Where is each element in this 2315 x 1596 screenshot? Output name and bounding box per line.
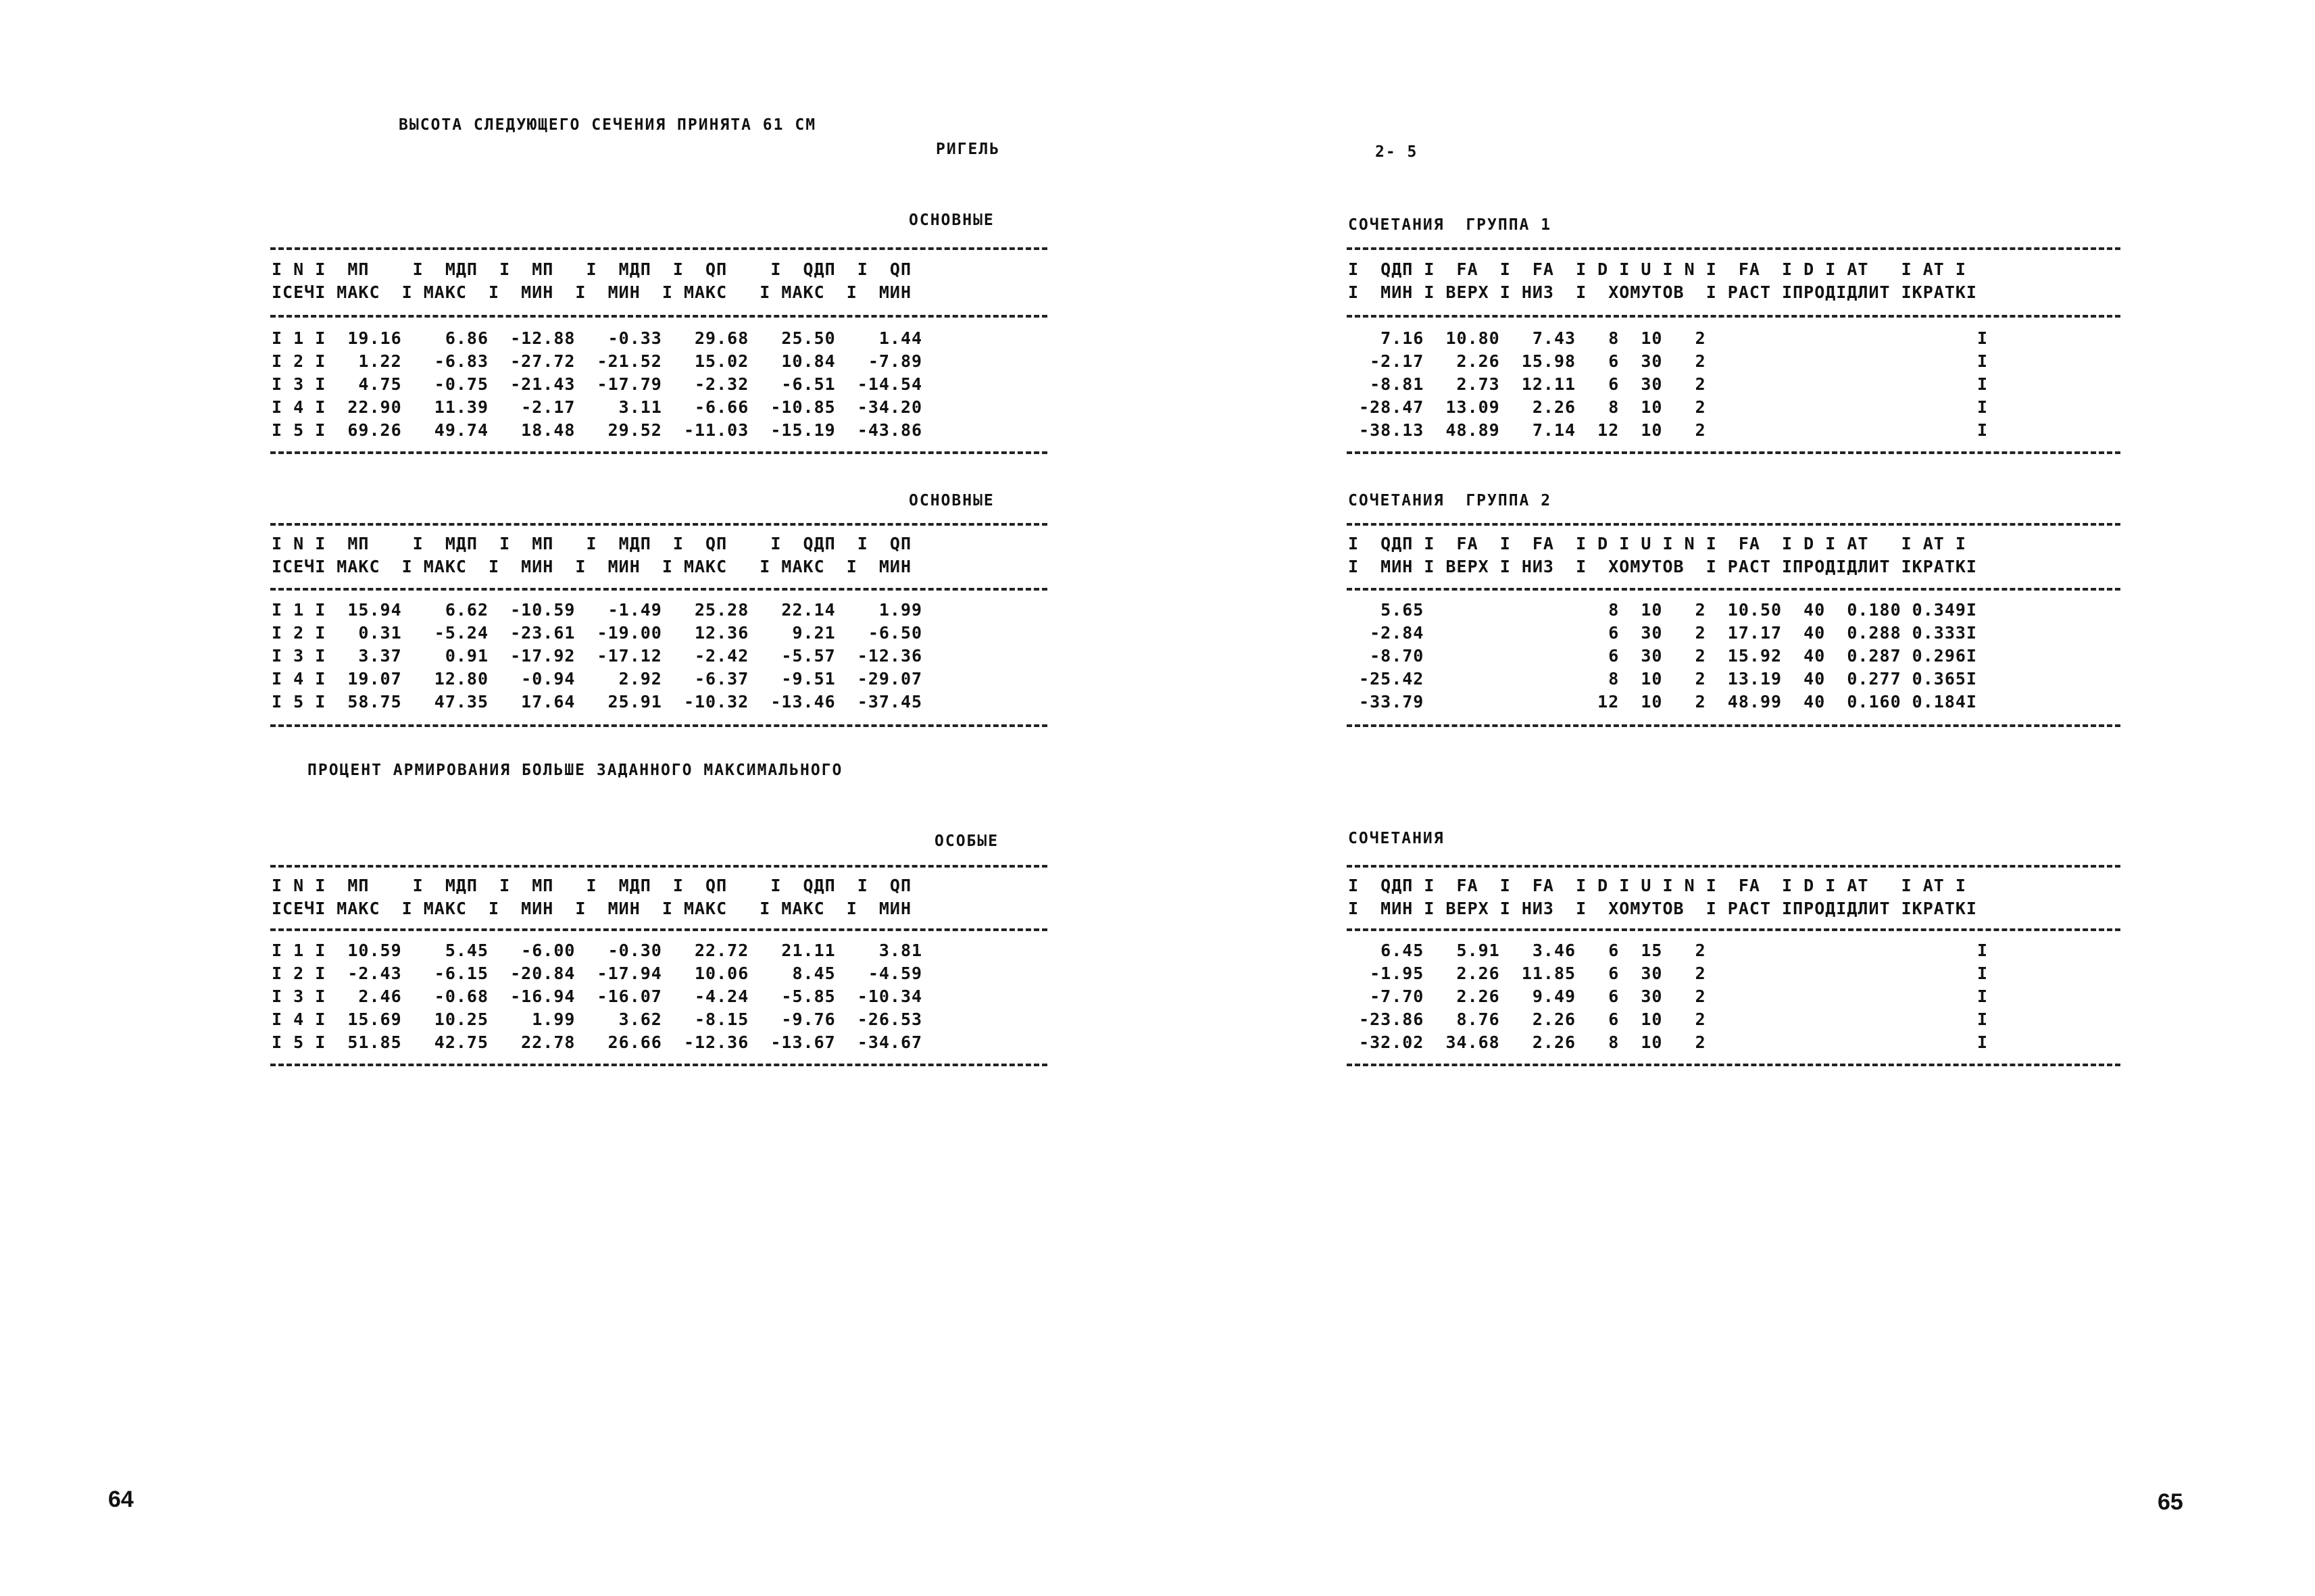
table3-bottom-rule (270, 1064, 1047, 1066)
section-height-heading: ВЫСОТА СЛЕДУЮЩЕГО СЕЧЕНИЯ ПРИНЯТА 61 СМ (399, 116, 817, 134)
group2-top-rule (1347, 523, 2120, 526)
group3-header: I QДП I FA I FA I D I U I N I FA I D I AT I AT I I МИН I ВЕРХ I НИЗ I ХОМУТОВ I РАСТ IПРОДIДЛИТ IКРАТКI (1348, 876, 1977, 918)
group1-rows: 7.16 10.80 7.43 8 10 2 I -2.17 2.26 15.98 6 30 2 I -8.81 2.73 12.11 6 30 2 I -28.47 13.09 2.26 8 10 2 I -38.13 48.89 7.14 12 10 2 I (1359, 328, 1989, 440)
table1-header-rule (270, 315, 1047, 318)
table3-header-rule (270, 928, 1047, 931)
table3-rows: I 1 I 10.59 5.45 -6.00 -0.30 22.72 21.11 3.81 I 2 I -2.43 -6.15 -20.84 -17.94 10.06 8.45 -4.59 I 3 I 2.46 -0.68 -16.94 -16.07 -4.24 -5.85 -10.34 I 4 I 15.69 10.25 1.99 3.62 -8.15 -9.76 -26.53 I 5 I 51.85 42.75 22.78 26.66 -12.36 -13.67 -34.67 (272, 941, 923, 1052)
table1-header: I N I МП I МДП I МП I МДП I QП I QДП I QП IСЕЧI МАКС I МАКС I МИН I МИН I МАКС I МАКС I МИН (272, 259, 912, 302)
right-page (1158, 0, 2315, 1596)
group3-header-rule (1347, 928, 2120, 931)
table2-bottom-rule (270, 724, 1047, 727)
table2-label: ОСНОВНЫЕ (909, 492, 995, 509)
group3-rows: 6.45 5.91 3.46 6 15 2 I -1.95 2.26 11.85 6 30 2 I -7.70 2.26 9.49 6 30 2 I -23.86 8.76 2.26 6 10 2 I -32.02 34.68 2.26 8 10 2 I (1359, 941, 1989, 1052)
group3-label: СОЧЕТАНИЯ (1348, 830, 1445, 847)
group3-bottom-rule (1347, 1064, 2120, 1066)
table2-header-rule (270, 588, 1047, 591)
group2-header-rule (1347, 588, 2120, 591)
table2-header: I N I МП I МДП I МП I МДП I QП I QДП I QП IСЕЧI МАКС I МАКС I МИН I МИН I МАКС I МАКС I МИН (272, 534, 912, 576)
table-index: 2- 5 (1375, 143, 1418, 161)
group1-header-rule (1347, 315, 2120, 318)
table3-header: I N I МП I МДП I МП I МДП I QП I QДП I QП IСЕЧI МАКС I МАКС I МИН I МИН I МАКС I МАКС I МИН (272, 876, 912, 918)
group2-header: I QДП I FA I FA I D I U I N I FA I D I AT I AT I I МИН I ВЕРХ I НИЗ I ХОМУТОВ I РАСТ IПРОДIДЛИТ IКРАТКI (1348, 534, 1977, 576)
table2-rows: I 1 I 15.94 6.62 -10.59 -1.49 25.28 22.14 1.99 I 2 I 0.31 -5.24 -23.61 -19.00 12.36 9.21 -6.50 I 3 I 3.37 0.91 -17.92 -17.12 -2.42 -5.57 -12.36 I 4 I 19.07 12.80 -0.94 2.92 -6.37 -9.51 -29.07 I 5 I 58.75 47.35 17.64 25.91 -10.32 -13.46 -37.45 (272, 600, 923, 712)
table3-top-rule (270, 865, 1047, 868)
group3-top-rule (1347, 865, 2120, 868)
table1-label: ОСНОВНЫЕ (909, 211, 995, 229)
group2-label: СОЧЕТАНИЯ ГРУППА 2 (1348, 492, 1552, 509)
beam-subheading: РИГЕЛЬ (936, 141, 1001, 158)
table3-label: ОСОБЫЕ (935, 832, 999, 850)
reinforcement-note: ПРОЦЕНТ АРМИРОВАНИЯ БОЛЬШЕ ЗАДАННОГО МАКСИМАЛЬНОГО (307, 762, 843, 779)
table1-bottom-rule (270, 451, 1047, 454)
table1-top-rule (270, 247, 1047, 250)
group1-label: СОЧЕТАНИЯ ГРУППА 1 (1348, 216, 1552, 234)
group2-rows: 5.65 8 10 2 10.50 40 0.180 0.349I -2.84 6 30 2 17.17 40 0.288 0.333I -8.70 6 30 2 15.92 40 0.287 0.296I -25.42 8 10 2 13.19 40 0.277 0.365I -33.79 12 10 2 48.99 40 0.160 0.184I (1359, 600, 1977, 712)
table1-rows: I 1 I 19.16 6.86 -12.88 -0.33 29.68 25.50 1.44 I 2 I 1.22 -6.83 -27.72 -21.52 15.02 10.84 -7.89 I 3 I 4.75 -0.75 -21.43 -17.79 -2.32 -6.51 -14.54 I 4 I 22.90 11.39 -2.17 3.11 -6.66 -10.85 -34.20 I 5 I 69.26 49.74 18.48 29.52 -11.03 -15.19 -43.86 (272, 328, 923, 440)
page-number-left: 64 (108, 1487, 134, 1512)
group1-header: I QДП I FA I FA I D I U I N I FA I D I AT I AT I I МИН I ВЕРХ I НИЗ I ХОМУТОВ I РАСТ IПРОДIДЛИТ IКРАТКI (1348, 259, 1977, 302)
group1-top-rule (1347, 247, 2120, 250)
table2-top-rule (270, 523, 1047, 526)
group2-bottom-rule (1347, 724, 2120, 727)
page-number-right: 65 (2158, 1489, 2183, 1515)
group1-bottom-rule (1347, 451, 2120, 454)
